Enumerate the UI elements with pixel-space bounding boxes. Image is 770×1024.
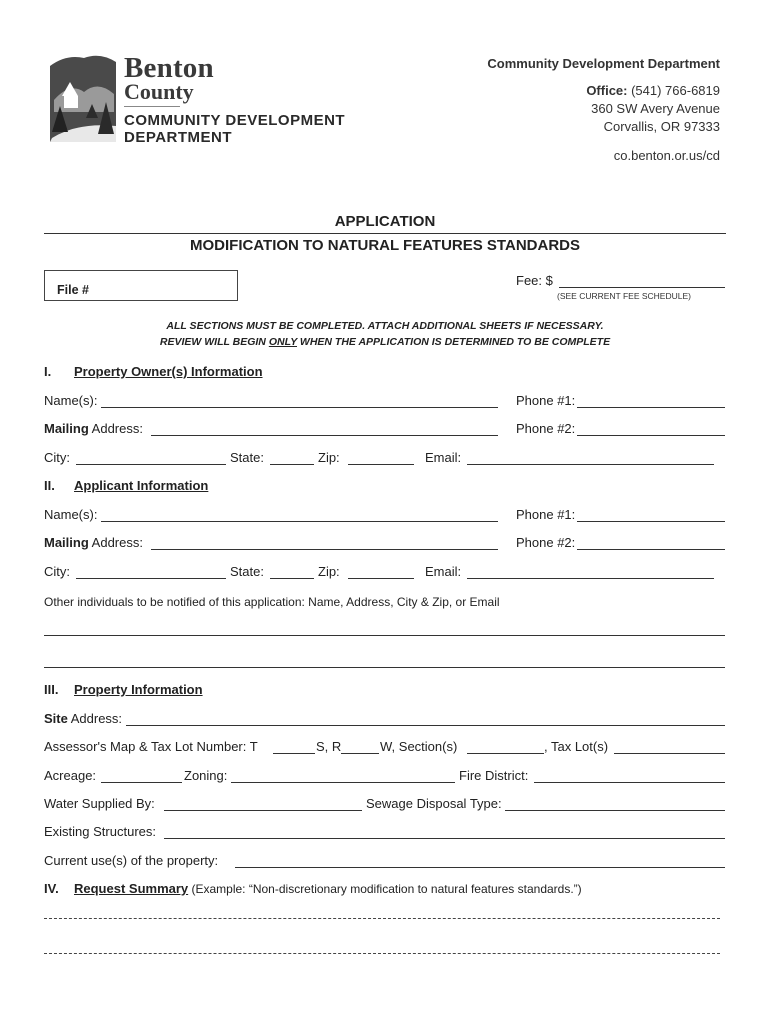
applicant-email-label: Email: [425,564,462,579]
applicant-city-field[interactable] [76,578,226,579]
section-field[interactable] [467,753,544,754]
applicant-phone1-field[interactable] [577,521,725,522]
owner-city-field[interactable] [76,464,226,465]
owner-zip-label: Zip: [318,450,340,465]
section4-number: IV. [44,881,59,896]
brand-divider [124,106,180,107]
township-field[interactable] [273,753,315,754]
water-field[interactable] [164,810,362,811]
zoning-field[interactable] [231,782,455,783]
instructions-line2-end: WHEN THE APPLICATION IS DETERMINED TO BE COMPLETE [297,336,611,348]
fee-label: Fee: $ [516,273,553,288]
owner-email-field[interactable] [467,464,714,465]
title-application: APPLICATION [334,213,436,230]
section-label: W, Section(s) [380,739,458,754]
applicant-mailing-label [44,535,143,550]
applicant-phone1-label: Phone #1: [516,507,576,522]
fire-district-field[interactable] [534,782,725,783]
applicant-city-label: City: [44,564,70,579]
fire-district-label: Fire District: [459,768,529,783]
applicant-mailing-field[interactable] [151,549,498,550]
water-label: Water Supplied By: [44,796,155,811]
applicant-state-field[interactable] [270,578,314,579]
owner-mailing-label-bold: Mailing [44,421,89,436]
tax-lot-field[interactable] [614,753,725,754]
owner-phone1-field[interactable] [577,407,725,408]
acreage-label: Acreage: [44,768,97,783]
other-individuals-note: Other individuals to be notified of this application: Name, Address, City & Zip, or Email [44,595,500,609]
section2-title: Applicant Information [74,478,209,493]
owner-email-label: Email: [425,450,462,465]
applicant-state-label: State: [230,564,264,579]
section1-title: Property Owner(s) Information [74,364,263,379]
applicant-names-field[interactable] [101,521,498,522]
owner-phone2-field[interactable] [577,435,725,436]
fee-field[interactable] [559,287,725,288]
current-use-field[interactable] [235,867,725,868]
owner-state-label: State: [230,450,264,465]
request-summary-field-1[interactable] [44,918,720,919]
office-label: Office: [586,83,628,98]
request-summary-heading [74,881,582,896]
assessor-label: Assessor's Map & Tax Lot Number: T [44,739,258,754]
title-form-name: MODIFICATION TO NATURAL FEATURES STANDARDS [190,237,580,254]
request-example-text: “Non-discretionary modification to natural features standards.”) [248,882,582,896]
brand-department-line2: DEPARTMENT [124,129,233,146]
benton-county-logo [48,52,120,146]
section1-number: I. [44,364,52,379]
instructions-line1: ALL SECTIONS MUST BE COMPLETED. ATTACH ADDITIONAL SHEETS IF NECESSARY. [166,320,604,332]
city-state-zip: Corvallis, OR 97333 [603,119,720,134]
title-divider [44,233,726,234]
section2-number: II. [44,478,55,493]
sewage-label: Sewage Disposal Type: [366,796,502,811]
owner-mailing-label-rest: Address: [88,421,143,436]
owner-phone1-label: Phone #1: [516,393,576,408]
acreage-field[interactable] [101,782,182,783]
site-address-label [44,711,122,726]
applicant-zip-field[interactable] [348,578,414,579]
brand-name-benton: Benton [124,52,214,84]
owner-names-label: Name(s): [44,393,98,408]
applicant-email-field[interactable] [467,578,714,579]
office-phone [586,83,720,98]
site-address-label-rest: Address: [67,711,123,726]
other-individuals-field-2[interactable] [44,667,725,668]
applicant-phone2-label: Phone #2: [516,535,576,550]
site-address-label-bold: Site [44,711,68,726]
tax-lot-label: , Tax Lot(s) [544,739,609,754]
owner-zip-field[interactable] [348,464,414,465]
brand-department-line1: COMMUNITY DEVELOPMENT [124,112,346,129]
site-address-field[interactable] [126,725,725,726]
request-summary-field-2[interactable] [44,953,720,954]
existing-structures-field[interactable] [164,838,725,839]
existing-structures-label: Existing Structures: [44,824,156,839]
owner-phone2-label: Phone #2: [516,421,576,436]
applicant-mailing-label-bold: Mailing [44,535,89,550]
owner-state-field[interactable] [270,464,314,465]
owner-mailing-label [44,421,143,436]
owner-mailing-field[interactable] [151,435,498,436]
current-use-label: Current use(s) of the property: [44,853,219,868]
fee-schedule-note: (SEE CURRENT FEE SCHEDULE) [557,291,691,301]
applicant-phone2-field[interactable] [577,549,725,550]
instructions-line2 [0,336,770,348]
department-name: Community Development Department [487,56,720,71]
instructions-emphasis: ONLY [268,336,298,348]
sewage-field[interactable] [505,810,725,811]
range-field[interactable] [341,753,379,754]
applicant-mailing-label-rest: Address: [88,535,143,550]
section3-number: III. [44,682,59,697]
section3-title: Property Information [74,682,203,697]
request-example-prefix: (Example: [188,882,249,896]
owner-names-field[interactable] [101,407,498,408]
other-individuals-field-1[interactable] [44,635,725,636]
zoning-label: Zoning: [184,768,228,783]
office-phone-number: (541) 766-6819 [627,83,720,98]
owner-city-label: City: [44,450,70,465]
applicant-zip-label: Zip: [318,564,340,579]
file-number-label: File # [57,283,89,297]
range-label: S, R [316,739,342,754]
instructions-line2-start: REVIEW WILL BEGIN [159,336,269,348]
section4-title: Request Summary [74,881,189,896]
applicant-names-label: Name(s): [44,507,98,522]
street-address: 360 SW Avery Avenue [591,101,720,116]
website: co.benton.or.us/cd [613,148,720,163]
brand-name-county: County [124,79,194,104]
